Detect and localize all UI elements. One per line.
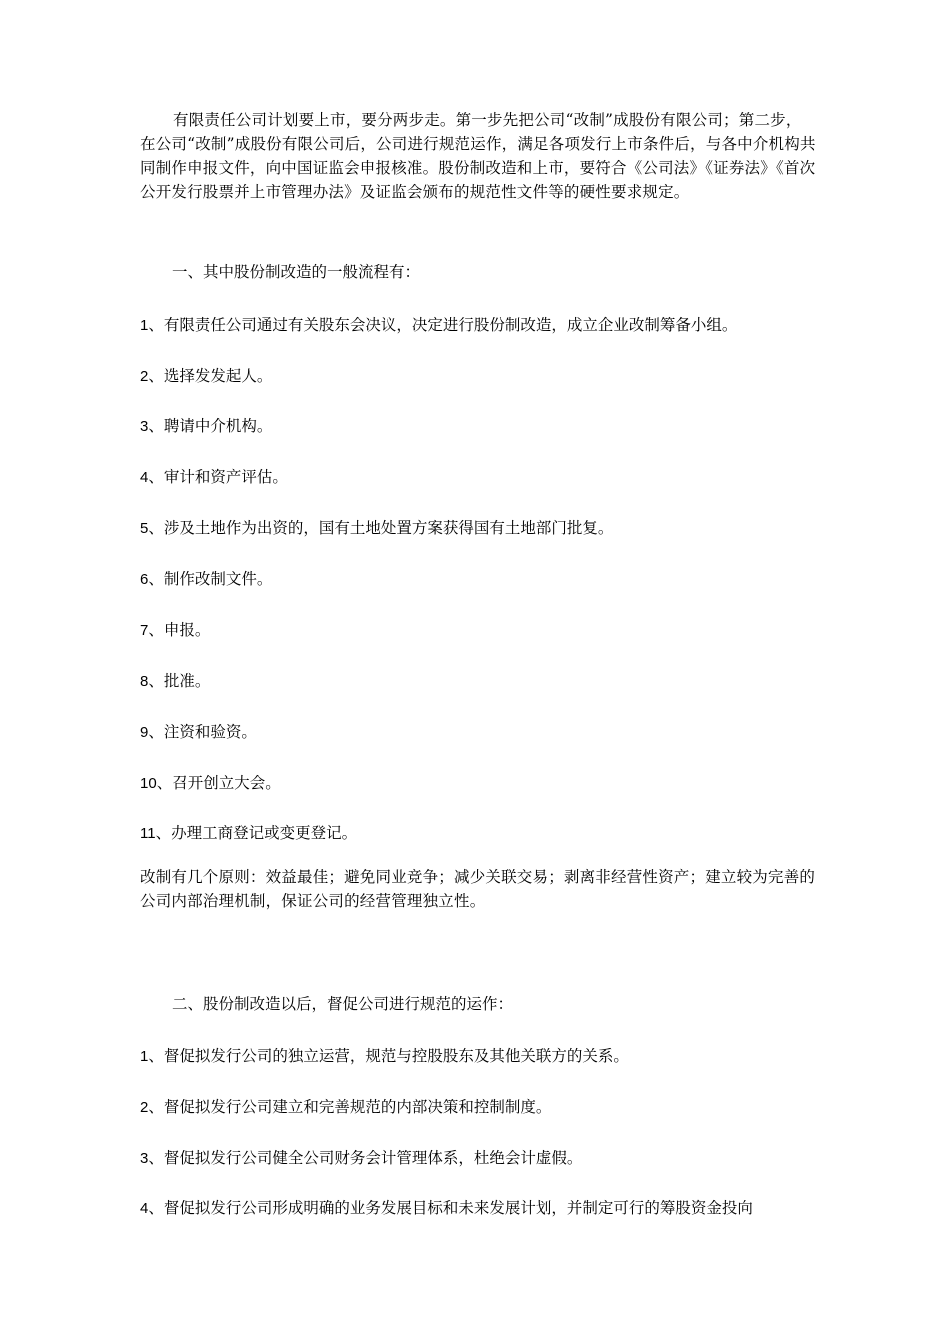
list-item-number: 5 [140, 520, 149, 537]
list-item [140, 313, 737, 338]
list-item [140, 1146, 582, 1171]
list-item-number: 4 [140, 1200, 149, 1217]
list-item-text: 、批准。 [148, 672, 211, 690]
list-item [140, 567, 272, 592]
list-item-number: 1 [140, 1048, 149, 1065]
list-item-number: 6 [140, 571, 149, 588]
section1-heading: 一、其中股份制改造的一般流程有： [172, 263, 421, 281]
list-item-text: 、选择发发起人。 [148, 367, 273, 385]
list-item-text: 、申报。 [148, 621, 211, 639]
list-item-text: 、督促拟发行公司健全公司财务会计管理体系，杜绝会计虚假。 [148, 1149, 583, 1167]
intro-paragraph: 有限责任公司计划要上市，要分两步走。第一步先把公司“改制”成股份有限公司；第二步，在公司“改制”成股份有限公司后，公司进行规范运作，满足各项发行上市条件后，与各中介机构共同制作申报文件，向中国证监会申报核准。股份制改造和上市，要符合《公司法》《证券法》《首次公开发行股票并上市管理办法》及证监会颁布的规范性文件等的硬性要求规定。 [140, 111, 816, 201]
list-item [140, 771, 281, 796]
list-item [140, 364, 272, 389]
list-item-text: 、督促拟发行公司形成明确的业务发展目标和未来发展计划，并制定可行的筹股资金投向 [148, 1199, 753, 1217]
list-item [140, 669, 210, 694]
list-item-text: 、制作改制文件。 [148, 570, 273, 588]
list-item-number: 1 [140, 317, 149, 334]
list-item-number: 2 [140, 368, 149, 385]
list-item [140, 1196, 753, 1221]
list-item-number: 7 [140, 622, 149, 639]
list-item-number: 4 [140, 469, 149, 486]
list-item-text: 、审计和资产评估。 [148, 468, 288, 486]
list-item [140, 516, 613, 541]
list-item-number: 3 [140, 1150, 149, 1167]
list-item [140, 720, 257, 745]
list-item [140, 414, 272, 439]
list-item-text: 、督促拟发行公司建立和完善规范的内部决策和控制制度。 [148, 1098, 552, 1116]
list-item [140, 465, 288, 490]
section2-heading: 二、股份制改造以后，督促公司进行规范的运作： [172, 995, 514, 1013]
list-item-number: 9 [140, 724, 149, 741]
list-item-number: 2 [140, 1099, 149, 1116]
list-item [140, 1044, 629, 1069]
list-item-text: 、涉及土地作为出资的，国有土地处置方案获得国有土地部门批复。 [148, 519, 614, 537]
list-item-number: 11 [140, 825, 156, 842]
principle-paragraph: 改制有几个原则：效益最佳；避免同业竞争；减少关联交易；剥离非经营性资产；建立较为完善的公司内部治理机制，保证公司的经营管理独立性。 [140, 868, 816, 910]
list-item-text: 、有限责任公司通过有关股东会决议，决定进行股份制改造，成立企业改制筹备小组。 [148, 316, 738, 334]
list-item-number: 3 [140, 418, 149, 435]
list-item [140, 1095, 551, 1120]
list-item [140, 821, 357, 846]
list-item-text: 、召开创立大会。 [156, 774, 281, 792]
list-item-number: 8 [140, 673, 149, 690]
list-item-text: 、督促拟发行公司的独立运营，规范与控股股东及其他关联方的关系。 [148, 1047, 629, 1065]
list-item-text: 、聘请中介机构。 [148, 417, 273, 435]
list-item [140, 618, 210, 643]
list-item-text: 、注资和验资。 [148, 723, 257, 741]
list-item-text: 、办理工商登记或变更登记。 [155, 824, 358, 842]
list-item-number: 10 [140, 775, 157, 792]
